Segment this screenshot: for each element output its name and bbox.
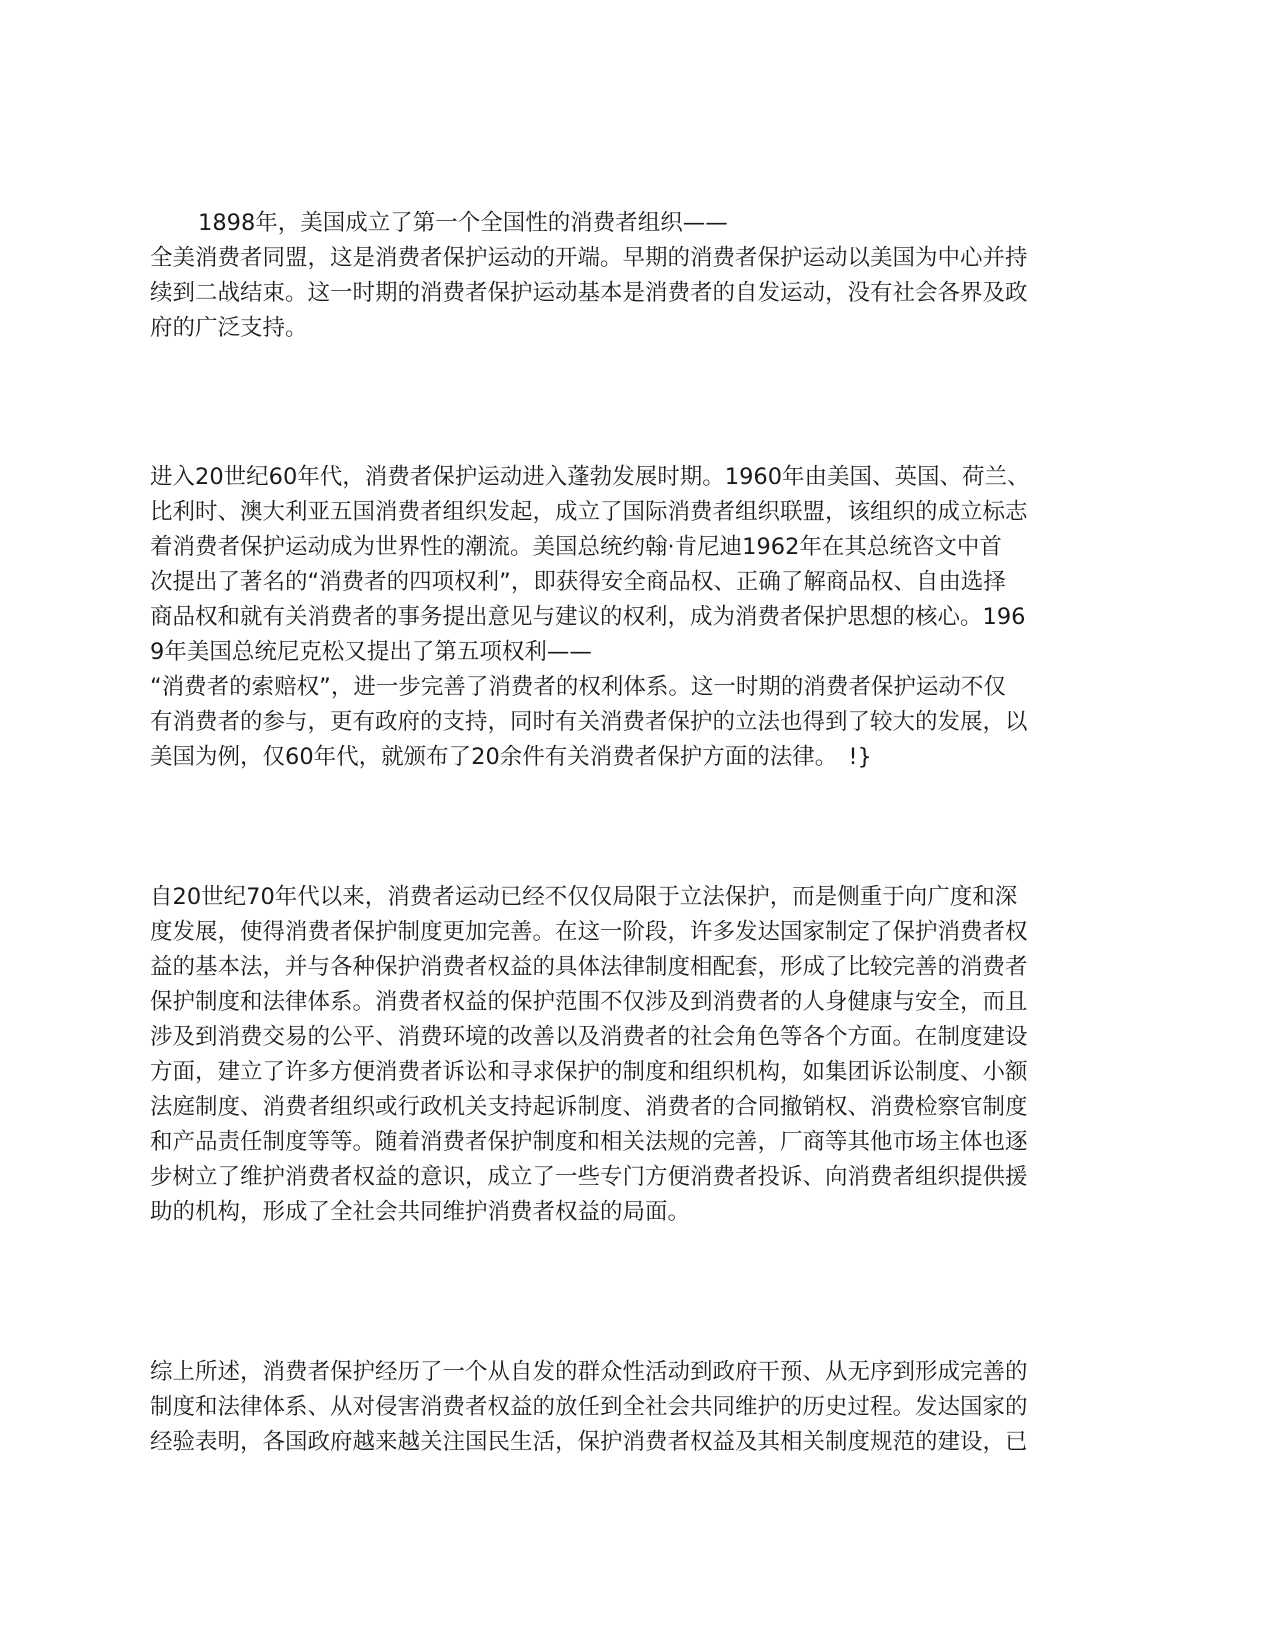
text-line: “消费者的索赔权”，进一步完善了消费者的权利体系。这一时期的消费者保护运动不仅 — [150, 674, 1006, 700]
text-line: 涉及到消费交易的公平、消费环境的改善以及消费者的社会角色等各个方面。在制度建设 — [150, 1024, 1028, 1050]
text-line: 美国为例，仅60年代，就颁布了20余件有关消费者保护方面的法律。 !} — [150, 744, 872, 770]
text-line: 经验表明，各国政府越来越关注国民生活，保护消费者权益及其相关制度规范的建设，已 — [150, 1429, 1028, 1455]
text-line: 次提出了著名的“消费者的四项权利”，即获得安全商品权、正确了解商品权、自由选择 — [150, 569, 1006, 595]
text-line: 方面，建立了许多方便消费者诉讼和寻求保护的制度和组织机构，如集团诉讼制度、小额 — [150, 1059, 1028, 1085]
paragraph-2 — [150, 460, 1130, 775]
text-line: 进入20世纪60年代，消费者保护运动进入蓬勃发展时期。1960年由美国、英国、荷兰、 — [150, 464, 1030, 490]
paragraph-1 — [150, 206, 1130, 346]
text-line: 府的广泛支持。 — [150, 315, 308, 341]
text-line: 助的机构，形成了全社会共同维护消费者权益的局面。 — [150, 1199, 691, 1225]
text-line: 度发展，使得消费者保护制度更加完善。在这一阶段，许多发达国家制定了保护消费者权 — [150, 919, 1028, 945]
text-line: 1898年，美国成立了第一个全国性的消费者组织—— — [198, 210, 728, 236]
text-line: 续到二战结束。这一时期的消费者保护运动基本是消费者的自发运动，没有社会各界及政 — [150, 280, 1028, 306]
paragraph-4 — [150, 1355, 1130, 1460]
text-line: 全美消费者同盟，这是消费者保护运动的开端。早期的消费者保护运动以美国为中心并持 — [150, 245, 1028, 271]
paragraph-3 — [150, 880, 1130, 1230]
text-line: 有消费者的参与，更有政府的支持，同时有关消费者保护的立法也得到了较大的发展，以 — [150, 709, 1028, 735]
text-line: 步树立了维护消费者权益的意识，成立了一些专门方便消费者投诉、向消费者组织提供援 — [150, 1164, 1028, 1190]
text-line: 自20世纪70年代以来，消费者运动已经不仅仅局限于立法保护，而是侧重于向广度和深 — [150, 884, 1018, 910]
text-line: 综上所述，消费者保护经历了一个从自发的群众性活动到政府干预、从无序到形成完善的 — [150, 1359, 1028, 1385]
text-line: 保护制度和法律体系。消费者权益的保护范围不仅涉及到消费者的人身健康与安全，而且 — [150, 989, 1028, 1015]
text-line: 商品权和就有关消费者的事务提出意见与建议的权利，成为消费者保护思想的核心。196 — [150, 604, 1026, 630]
text-line: 益的基本法，并与各种保护消费者权益的具体法律制度相配套，形成了比较完善的消费者 — [150, 954, 1028, 980]
text-line: 9年美国总统尼克松又提出了第五项权利—— — [150, 639, 592, 665]
text-line: 制度和法律体系、从对侵害消费者权益的放任到全社会共同维护的历史过程。发达国家的 — [150, 1394, 1028, 1420]
text-line: 法庭制度、消费者组织或行政机关支持起诉制度、消费者的合同撤销权、消费检察官制度 — [150, 1094, 1028, 1120]
text-line: 和产品责任制度等等。随着消费者保护制度和相关法规的完善，厂商等其他市场主体也逐 — [150, 1129, 1028, 1155]
text-line: 着消费者保护运动成为世界性的潮流。美国总统约翰·肯尼迪1962年在其总统咨文中首 — [150, 534, 1002, 560]
text-line: 比利时、澳大利亚五国消费者组织发起，成立了国际消费者组织联盟，该组织的成立标志 — [150, 499, 1028, 525]
